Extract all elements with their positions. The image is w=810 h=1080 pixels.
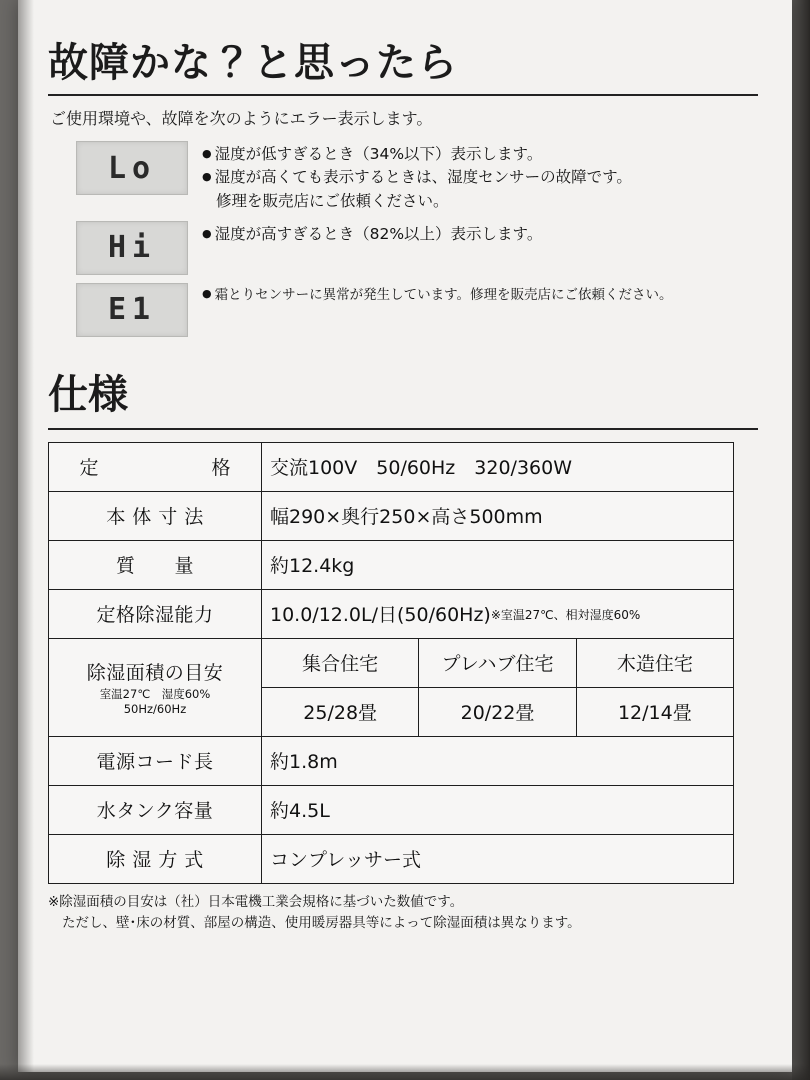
lcd-display-hi: [76, 221, 188, 275]
spec-footnote: [48, 892, 758, 934]
error-description-e1: [202, 283, 673, 305]
troubleshooting-title: 故障かな？と思ったら: [48, 40, 458, 86]
spec-label-dimensions: 本 体 寸 法: [49, 491, 262, 540]
area-value-wooden: 12/14畳: [576, 687, 733, 736]
spec-label-area: [49, 638, 262, 736]
spec-label-tank: 水タンク容量: [49, 785, 262, 834]
page-content: [48, 40, 758, 934]
error-code-list: [48, 141, 758, 337]
error-line: ● 霜とりセンサーに異常が発生しています。修理を販売店にご依頼ください。: [202, 287, 673, 303]
error-row-hi: [48, 221, 758, 275]
title-divider: [48, 94, 758, 96]
table-row: [49, 442, 734, 491]
error-description-hi: [202, 221, 542, 246]
capacity-main: 10.0/12.0L/日(50/60Hz): [270, 604, 491, 627]
table-row: [49, 589, 734, 638]
spec-value-cord: 約1.8m: [262, 736, 734, 785]
table-row: [49, 491, 734, 540]
troubleshooting-lead: ご使用環境や、故障を次のようにエラー表示します。: [50, 109, 433, 128]
spec-label-rating: 定 格: [49, 442, 262, 491]
spec-label-method: 除 湿 方 式: [49, 834, 262, 883]
area-header-apartment: 集合住宅: [262, 638, 419, 687]
capacity-note: ※室温27℃、相対湿度60%: [490, 608, 641, 623]
area-label-main: 除湿面積の目安: [86, 662, 224, 685]
page-right-edge-shadow: [792, 0, 810, 1080]
error-line: ● 湿度が高すぎるとき（82%以上）表示します。: [202, 225, 542, 243]
lcd-display-e1: [76, 283, 188, 337]
error-description-lo: [202, 141, 632, 213]
error-row-e1: [48, 283, 758, 337]
spec-value-tank: 約4.5L: [262, 785, 734, 834]
lcd-code-hi: Hi: [107, 230, 157, 266]
lcd-code-lo: Lo: [107, 150, 157, 186]
manual-page: [18, 0, 792, 1072]
spec-value-dimensions: 幅290×奥行250×高さ500mm: [262, 491, 734, 540]
spec-value-weight: 約12.4kg: [262, 540, 734, 589]
spec-label-capacity: 定格除湿能力: [49, 589, 262, 638]
lcd-code-e1: E1: [107, 292, 157, 328]
spec-title: 仕様: [48, 371, 128, 418]
spec-label-cord: 電源コード長: [49, 736, 262, 785]
spec-divider: [48, 428, 758, 430]
area-value-apartment: 25/28畳: [262, 687, 419, 736]
spec-value-method: コンプレッサー式: [262, 834, 734, 883]
error-line: ● 湿度が低すぎるとき（34%以下）表示します。: [202, 145, 542, 163]
area-value-prefab: 20/22畳: [419, 687, 576, 736]
area-header-wooden: 木造住宅: [576, 638, 733, 687]
spec-label-weight: 質 量: [49, 540, 262, 589]
area-header-prefab: プレハブ住宅: [419, 638, 576, 687]
error-row-lo: [48, 141, 758, 213]
table-row: [49, 785, 734, 834]
area-label-sub: 室温27℃ 湿度60% 50Hz/60Hz: [99, 687, 211, 716]
table-row: [49, 834, 734, 883]
specification-table: [48, 442, 734, 884]
footnote-line-2: ただし、壁･床の材質、部屋の構造、使用暖房器具等によって除湿面積は異なります。: [62, 914, 581, 931]
footnote-line-1: ※除湿面積の目安は（社）日本電機工業会規格に基づいた数値です。: [48, 893, 464, 910]
error-subline: 修理を販売店にご依頼ください。: [216, 191, 449, 210]
table-row: [49, 736, 734, 785]
spec-value-capacity: [262, 589, 734, 638]
lcd-display-lo: [76, 141, 188, 195]
error-line: ● 湿度が高くても表示するときは、湿度センサーの故障です。: [202, 168, 632, 186]
table-row: [49, 638, 734, 687]
spec-value-rating: 交流100V 50/60Hz 320/360W: [262, 442, 734, 491]
table-row: [49, 540, 734, 589]
